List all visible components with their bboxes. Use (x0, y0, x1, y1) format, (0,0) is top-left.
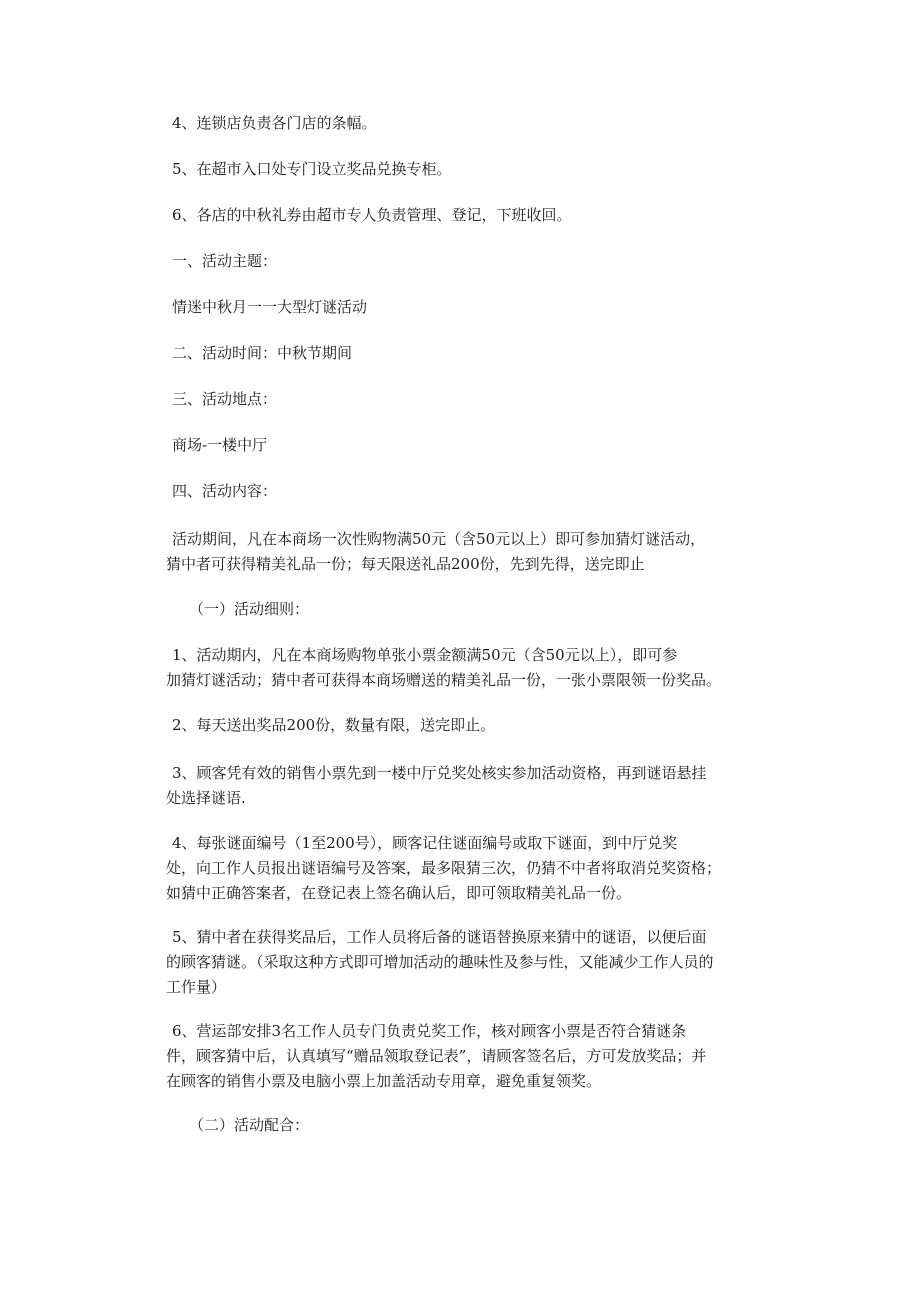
section-heading-content (172, 479, 792, 504)
paragraph-item-6 (172, 203, 792, 228)
text-line: 处，向工作人员报出谜语编号及答案，最多限猜三次，仍猜不中者将取消兑奖资格； (166, 859, 722, 877)
content-paragraph (166, 527, 802, 577)
text-line: 四、活动内容： (172, 482, 278, 500)
text-line: （二）活动配合： (189, 1116, 310, 1134)
text-line: 情迷中秋月一一大型灯谜活动 (172, 298, 368, 316)
theme-text (172, 295, 792, 320)
text-line: 4、每张谜面编号（1至200号），顾客记住谜面编号或取下谜面，到中厅兑奖 (172, 834, 678, 852)
text-line: 加猜灯谜活动；猜中者可获得本商场赠送的精美礼品一份，一张小票限领一份奖品。 (166, 671, 722, 689)
text-line: 一、活动主题： (172, 252, 278, 270)
section-heading-time (172, 341, 792, 366)
section-heading-location (172, 387, 792, 412)
text-line: 件，顾客猜中后，认真填写“赠品领取登记表”，请顾客签名后，方可发放奖品；并 (166, 1047, 707, 1065)
subsection-heading-rules (189, 597, 809, 622)
text-line: 3、顾客凭有效的销售小票先到一楼中厅兑奖处核实参加活动资格，再到谜语悬挂 (172, 764, 707, 782)
text-line: （一）活动细则： (189, 600, 310, 618)
paragraph-item-4 (172, 111, 792, 136)
text-line: 商场-一楼中厅 (172, 436, 268, 454)
text-line: 处选择谜语. (166, 789, 246, 807)
subsection-heading-coordination (189, 1113, 809, 1138)
text-line: 活动期间，凡在本商场一次性购物满50元（含50元以上）即可参加猜灯谜活动， (172, 530, 706, 548)
text-line: 二、活动时间：中秋节期间 (172, 344, 353, 362)
text-line: 4、连锁店负责各门店的条幅。 (172, 114, 377, 132)
rule-item-6 (166, 1019, 792, 1094)
rule-item-1 (166, 643, 792, 693)
text-line: 三、活动地点： (172, 390, 278, 408)
text-line: 在顾客的销售小票及电脑小票上加盖活动专用章，避免重复领奖。 (166, 1072, 602, 1090)
rule-item-5 (166, 925, 792, 1000)
text-line: 的顾客猜谜。（采取这种方式即可增加活动的趣味性及参与性，又能减少工作人员的 (166, 953, 714, 971)
section-heading-theme (172, 249, 792, 274)
location-text (172, 433, 792, 458)
text-line: 2、每天送出奖品200份，数量有限，送完即止。 (172, 716, 496, 734)
rule-item-4 (166, 831, 792, 906)
paragraph-item-5 (172, 157, 792, 182)
rule-item-2 (172, 713, 792, 738)
text-line: 5、在超市入口处专门设立奖品兑换专柜。 (172, 160, 452, 178)
text-line: 1、活动期内，凡在本商场购物单张小票金额满50元（含50元以上），即可参 (172, 646, 678, 664)
text-line: 6、各店的中秋礼券由超市专人负责管理、登记，下班收回。 (172, 206, 572, 224)
text-line: 工作量） (166, 978, 227, 996)
text-line: 5、猜中者在获得奖品后，工作人员将后备的谜语替换原来猜中的谜语，以便后面 (172, 928, 707, 946)
text-line: 如猜中正确答案者，在登记表上签名确认后，即可领取精美礼品一份。 (166, 884, 632, 902)
text-line: 6、营运部安排3名工作人员专门负责兑奖工作，核对顾客小票是否符合猜谜条 (172, 1022, 687, 1040)
text-line: 猜中者可获得精美礼品一份；每天限送礼品200份，先到先得，送完即止 (166, 555, 645, 573)
rule-item-3 (166, 761, 792, 811)
